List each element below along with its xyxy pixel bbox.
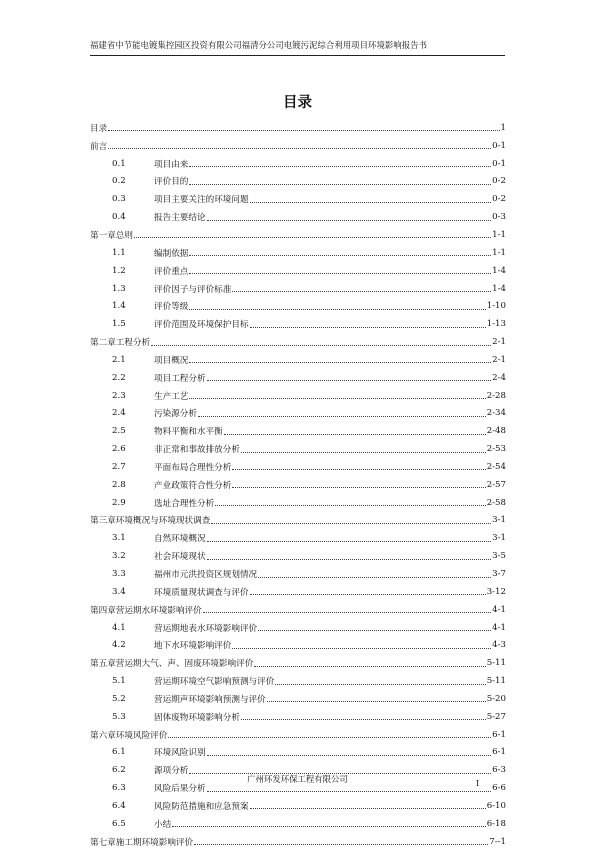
toc-entry-label: 源项分析 [154, 766, 189, 777]
toc-entry-page: 1-1 [492, 229, 506, 240]
toc-entry-label: 第三章环境概况与环境现状调查 [90, 516, 211, 527]
toc-entry-page: 3-1 [492, 533, 506, 544]
page-title: 目录 [283, 95, 312, 111]
toc-entry-page: 0-2 [492, 176, 506, 187]
toc-entry-label: 项目工程分析 [154, 373, 206, 384]
toc-entry-label: 自然环境概况 [154, 534, 206, 545]
toc-entry[interactable] [90, 708, 506, 726]
toc-dot-leader [189, 362, 491, 363]
toc-entry-number: 6.3 [112, 783, 126, 794]
toc-dot-leader [189, 273, 491, 274]
toc-entry-label: 营运期地表水环境影响评价 [154, 623, 258, 634]
toc-entry-number: 3.1 [112, 533, 126, 544]
toc-dot-leader [215, 505, 486, 506]
toc-entry-number: 4.2 [112, 640, 126, 651]
toc-entry[interactable] [90, 601, 506, 619]
toc-entry-number: 6.5 [112, 818, 126, 829]
toc-entry[interactable] [90, 619, 506, 637]
toc-entry-label: 风险后果分析 [154, 784, 206, 795]
toc-dot-leader [250, 594, 486, 595]
toc-entry-number: 6.2 [112, 765, 126, 776]
toc-dot-leader [207, 755, 492, 756]
toc-entry-page: 5-20 [486, 693, 506, 704]
toc-dot-leader [189, 184, 491, 185]
toc-entry[interactable] [90, 476, 506, 494]
toc-entry-number: 2.3 [112, 390, 126, 401]
toc-entry-number: 0.1 [112, 158, 126, 169]
toc-entry-page: 4-3 [492, 640, 506, 651]
toc-entry-label: 风险防范措施和应急预案 [154, 801, 249, 812]
toc-entry-page: 2-28 [486, 390, 506, 401]
toc-entry[interactable] [90, 512, 506, 530]
toc-dot-leader [108, 130, 499, 131]
toc-entry-page: 1-4 [492, 265, 506, 276]
toc-dot-leader [258, 630, 491, 631]
toc-entry-label: 项目由来 [154, 159, 189, 170]
toc-entry-page: 5-27 [486, 711, 506, 722]
toc-dot-leader [250, 327, 486, 328]
toc-dot-leader [207, 791, 492, 792]
toc-entry-page: 2-1 [492, 337, 506, 348]
toc-entry-page: 6-1 [492, 747, 506, 758]
toc-entry[interactable] [90, 547, 506, 565]
toc-entry-page: 6-10 [486, 800, 506, 811]
toc-entry[interactable] [90, 422, 506, 440]
toc-dot-leader [232, 469, 485, 470]
toc-entry-page: 6-6 [492, 783, 506, 794]
toc-entry[interactable] [90, 155, 506, 173]
toc-dot-leader [151, 345, 491, 346]
toc-entry[interactable] [90, 315, 506, 333]
toc-entry-page: 2-57 [486, 479, 506, 490]
running-header: 福建省中节能电镀集控园区投资有限公司福清分公司电镀污泥综合利用项目环境影响报告书 [90, 40, 427, 50]
toc-entry[interactable] [90, 458, 506, 476]
toc-entry-label: 平面布局合理性分析 [154, 462, 232, 473]
toc-entry[interactable] [90, 726, 506, 744]
toc-entry[interactable] [90, 208, 506, 226]
toc-entry-number: 1.1 [112, 247, 126, 258]
toc-entry-label: 物料平衡和水平衡 [154, 427, 223, 438]
toc-entry-number: 5.2 [112, 693, 126, 704]
toc-dot-leader [108, 148, 491, 149]
toc-entry[interactable] [90, 672, 506, 690]
toc-entry[interactable] [90, 744, 506, 762]
toc-dot-leader [203, 612, 491, 613]
toc-dot-leader [207, 220, 492, 221]
toc-entry[interactable] [90, 654, 506, 672]
toc-entry-label: 评价重点 [154, 266, 189, 277]
toc-entry-number: 0.3 [112, 194, 126, 205]
toc-entry-label: 评价等级 [154, 302, 189, 313]
toc-entry-label: 项目概况 [154, 355, 189, 366]
toc-entry-page: 5-11 [486, 676, 506, 687]
toc-entry-label: 第一章总则 [90, 230, 133, 241]
toc-entry-number: 4.1 [112, 622, 126, 633]
toc-entry-label: 环境质量现状调查与评价 [154, 587, 249, 598]
toc-entry-page: 3-12 [486, 586, 506, 597]
toc-entry[interactable] [90, 244, 506, 262]
toc-entry-page: 3-7 [492, 569, 506, 580]
toc-entry-page: 2-53 [486, 444, 506, 455]
toc-entry-number: 3.2 [112, 551, 126, 562]
toc-entry[interactable] [90, 226, 506, 244]
toc-entry-number: 2.5 [112, 426, 126, 437]
toc-entry-page: 6-18 [486, 818, 506, 829]
toc-entry-number: 2.4 [112, 408, 126, 419]
toc-entry-page: 0-1 [492, 140, 506, 151]
toc-dot-leader [258, 577, 491, 578]
toc-entry-page: 1-10 [486, 301, 506, 312]
toc-entry[interactable] [90, 565, 506, 583]
toc-entry[interactable] [90, 690, 506, 708]
toc-entry-number: 6.4 [112, 800, 126, 811]
toc-entry-number: 1.5 [112, 319, 126, 330]
toc-entry-page: 4-1 [492, 622, 506, 633]
toc-entry[interactable] [90, 405, 506, 423]
toc-entry-number: 2.1 [112, 354, 126, 365]
toc-entry-page: 7--1 [489, 836, 506, 847]
toc-entry-label: 编制依据 [154, 248, 189, 259]
toc-dot-leader [250, 202, 492, 203]
toc-entry-label: 产业政策符合性分析 [154, 480, 232, 491]
toc-entry-label: 评价范围及环境保护目标 [154, 320, 249, 331]
toc-entry-number: 5.1 [112, 676, 126, 687]
toc-entry-page: 2-48 [486, 426, 506, 437]
toc-entry-number: 3.3 [112, 569, 126, 580]
toc-entry-page: 1-4 [492, 283, 506, 294]
toc-entry-number: 2.6 [112, 444, 126, 455]
toc-dot-leader [250, 808, 486, 809]
toc-entry-number: 2.2 [112, 372, 126, 383]
toc-entry-label: 项目主要关注的环境问题 [154, 195, 249, 206]
toc-dot-leader [189, 398, 485, 399]
toc-entry[interactable] [90, 369, 506, 387]
toc-entry[interactable] [90, 815, 506, 833]
toc-entry[interactable] [90, 833, 506, 851]
toc-dot-leader [189, 166, 491, 167]
toc-entry-label: 选址合理性分析 [154, 498, 215, 509]
toc-dot-leader [134, 237, 491, 238]
toc-entry-label: 第七章施工期环境影响评价 [90, 837, 194, 848]
toc-entry-label: 第二章工程分析 [90, 338, 151, 349]
table-of-contents [90, 119, 506, 851]
toc-entry-label: 营运期声环境影响预测与评价 [154, 694, 266, 705]
toc-dot-leader [207, 559, 492, 560]
toc-entry-label: 营运期环境空气影响预测与评价 [154, 677, 275, 688]
toc-entry-number: 2.8 [112, 479, 126, 490]
toc-entry-label: 报告主要结论 [154, 213, 206, 224]
toc-entry-label: 福州市元洪投资区规划情况 [154, 570, 258, 581]
toc-entry-number: 3.4 [112, 586, 126, 597]
toc-entry-label: 目录 [90, 123, 108, 134]
toc-dot-leader [254, 666, 485, 667]
toc-entry[interactable] [90, 636, 506, 654]
toc-entry-number: 2.9 [112, 497, 126, 508]
toc-entry-page: 1-1 [492, 247, 506, 258]
toc-entry-label: 前言 [90, 141, 108, 152]
toc-entry-label: 评价目的 [154, 177, 189, 188]
toc-entry-page: 2-34 [486, 408, 506, 419]
toc-entry-label: 社会环境现状 [154, 552, 206, 563]
toc-dot-leader [172, 826, 485, 827]
toc-dot-leader [168, 737, 491, 738]
toc-entry-number: 2.7 [112, 461, 126, 472]
header-rule [90, 55, 505, 56]
toc-entry-page: 4-1 [492, 604, 506, 615]
toc-dot-leader [275, 684, 485, 685]
toc-entry-label: 评价因子与评价标准 [154, 284, 232, 295]
toc-entry[interactable] [90, 119, 506, 137]
toc-dot-leader [232, 291, 491, 292]
toc-entry-page: 1 [500, 122, 506, 133]
toc-entry[interactable] [90, 494, 506, 512]
toc-entry[interactable] [90, 333, 506, 351]
toc-entry-page: 6-1 [492, 729, 506, 740]
toc-dot-leader [198, 416, 486, 417]
toc-entry-page: 6-3 [492, 765, 506, 776]
toc-entry[interactable] [90, 351, 506, 369]
toc-entry-page: 2-4 [492, 372, 506, 383]
toc-entry-page: 0-1 [492, 158, 506, 169]
toc-entry-number: 1.2 [112, 265, 126, 276]
toc-dot-leader [241, 452, 486, 453]
toc-entry[interactable] [90, 529, 506, 547]
toc-entry[interactable] [90, 583, 506, 601]
toc-entry-page: 2-1 [492, 354, 506, 365]
toc-entry-label: 第四章营运期水环境影响评价 [90, 605, 202, 616]
toc-dot-leader [189, 255, 491, 256]
toc-entry-page: 1-13 [486, 319, 506, 330]
toc-entry[interactable] [90, 440, 506, 458]
toc-entry-label: 生产工艺 [154, 391, 189, 402]
toc-entry-label: 环境风险识别 [154, 748, 206, 759]
toc-entry[interactable] [90, 137, 506, 155]
toc-entry-number: 1.4 [112, 301, 126, 312]
toc-entry-label: 小结 [154, 819, 172, 830]
toc-entry-page: 2-58 [486, 497, 506, 508]
footer-page-number: I [476, 779, 480, 788]
toc-entry-number: 6.1 [112, 747, 126, 758]
toc-entry-page: 0-3 [492, 212, 506, 223]
toc-entry-label: 第六章环境风险评价 [90, 730, 168, 741]
toc-entry-number: 0.4 [112, 212, 126, 223]
toc-dot-leader [194, 844, 488, 845]
footer-company: 广州环发环保工程有限公司 [247, 774, 348, 784]
toc-dot-leader [211, 523, 491, 524]
toc-entry[interactable] [90, 297, 506, 315]
toc-entry[interactable] [90, 280, 506, 298]
toc-entry[interactable] [90, 173, 506, 191]
toc-entry-page: 3-1 [492, 515, 506, 526]
toc-entry-label: 污染源分析 [154, 409, 197, 420]
toc-dot-leader [241, 719, 486, 720]
toc-entry[interactable] [90, 262, 506, 280]
toc-entry[interactable] [90, 190, 506, 208]
toc-entry[interactable] [90, 387, 506, 405]
toc-dot-leader [207, 380, 492, 381]
toc-entry[interactable] [90, 797, 506, 815]
toc-dot-leader [232, 487, 485, 488]
toc-entry-number: 5.3 [112, 711, 126, 722]
toc-entry-label: 非正常和事故排放分析 [154, 445, 240, 456]
toc-dot-leader [189, 309, 485, 310]
toc-entry-page: 0-2 [492, 194, 506, 205]
toc-entry-page: 5-11 [486, 658, 506, 669]
toc-entry-label: 固体废物环境影响分析 [154, 712, 240, 723]
toc-dot-leader [224, 434, 486, 435]
toc-dot-leader [232, 648, 491, 649]
toc-entry-number: 0.2 [112, 176, 126, 187]
toc-entry-page: 2-54 [486, 461, 506, 472]
toc-entry-label: 地下水环境影响评价 [154, 641, 232, 652]
toc-dot-leader [267, 701, 486, 702]
toc-entry-label: 第五章营运期大气、声、固废环境影响评价 [90, 659, 254, 670]
toc-entry-number: 1.3 [112, 283, 126, 294]
toc-entry-page: 3-5 [492, 551, 506, 562]
toc-dot-leader [207, 541, 492, 542]
